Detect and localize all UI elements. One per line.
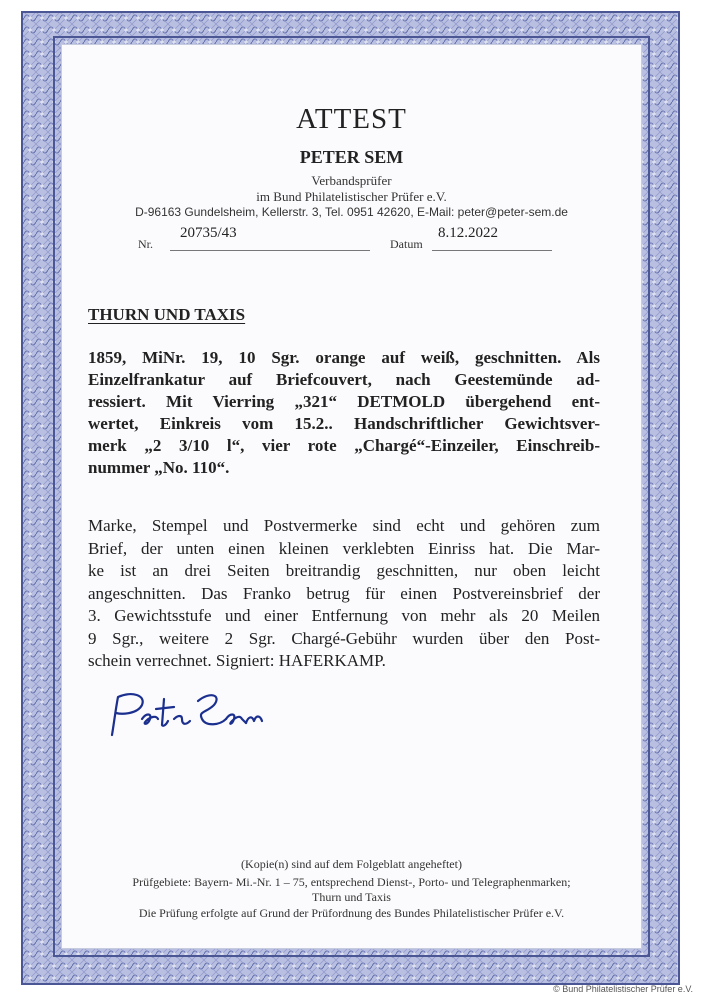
assessment-line: Brief, der unten einen kleinen verklebten Einriss hat. Die Mar-: [88, 538, 600, 558]
assessment-text: [88, 515, 600, 673]
examiner-association: im Bund Philatelistischer Prüfer e.V.: [256, 189, 447, 204]
date-label: Datum: [390, 237, 423, 251]
examiner-name: PETER SEM: [299, 147, 404, 167]
item-description: [88, 347, 600, 479]
assessment-line: angeschnitten. Das Franko betrug für einen Postvereinsbrief der: [88, 583, 600, 603]
examination-scope-line2: Thurn und Taxis: [312, 890, 391, 904]
description-line: nummer „No. 110“.: [88, 458, 230, 477]
examiner-role: Verbandsprüfer: [311, 173, 392, 188]
examination-scope-line1: Prüfgebiete: Bayern- Mi.-Nr. 1 – 75, entsprechend Dienst-, Porto- und Telegraphenmarken;: [132, 875, 571, 889]
certificate-number: 20735/43: [180, 225, 237, 241]
examination-basis: Die Prüfung erfolgte auf Grund der Prüfordnung des Bundes Philatelistischer Prüfer e.V.: [138, 906, 565, 920]
handwritten-signature: [102, 685, 272, 745]
certificate-title: ATTEST: [296, 103, 407, 135]
description-line: merk „2 3/10 l“, vier rote „Chargé“-Einzeiler, Einschreib-: [88, 436, 600, 455]
assessment-line: 3. Gewichtsstufe und einer Entfernung von mehr als 20 Meilen: [88, 606, 600, 625]
number-underline: [170, 250, 370, 251]
copies-note: (Kopie(n) sind auf dem Folgeblatt angeheftet): [241, 857, 462, 871]
assessment-line: 9 Sgr., weitere 2 Sgr. Chargé-Gebühr wurden über den Post-: [88, 628, 600, 648]
assessment-line: schein verrechnet. Signiert: HAFERKAMP.: [88, 651, 386, 670]
description-line: 1859, MiNr. 19, 10 Sgr. orange auf weiß, geschnitten. Als: [88, 348, 600, 367]
number-label: Nr.: [138, 237, 153, 251]
certificate-date: 8.12.2022: [438, 225, 498, 241]
description-line: Einzelfrankatur auf Briefcouvert, nach Geestemünde ad-: [88, 370, 600, 389]
date-underline: [432, 250, 552, 251]
copyright-notice: © Bund Philatelistischer Prüfer e.V.: [553, 984, 693, 994]
description-line: wertet, Einkreis vom 15.2.. Handschriftlicher Gewichtsver-: [88, 414, 600, 433]
section-heading: THURN UND TAXIS: [88, 305, 246, 324]
examiner-address: D-96163 Gundelsheim, Kellerstr. 3, Tel. 0951 42620, E-Mail: peter@peter-sem.de: [135, 205, 568, 219]
assessment-line: ke ist an drei Seiten breitrandig geschnitten, nur oben leicht: [88, 561, 600, 580]
assessment-line: Marke, Stempel und Postvermerke sind echt und gehören zum: [88, 516, 600, 535]
description-line: ressiert. Mit Vierring „321“ DETMOLD übergehend ent-: [88, 392, 600, 411]
certificate-content: [62, 45, 641, 948]
